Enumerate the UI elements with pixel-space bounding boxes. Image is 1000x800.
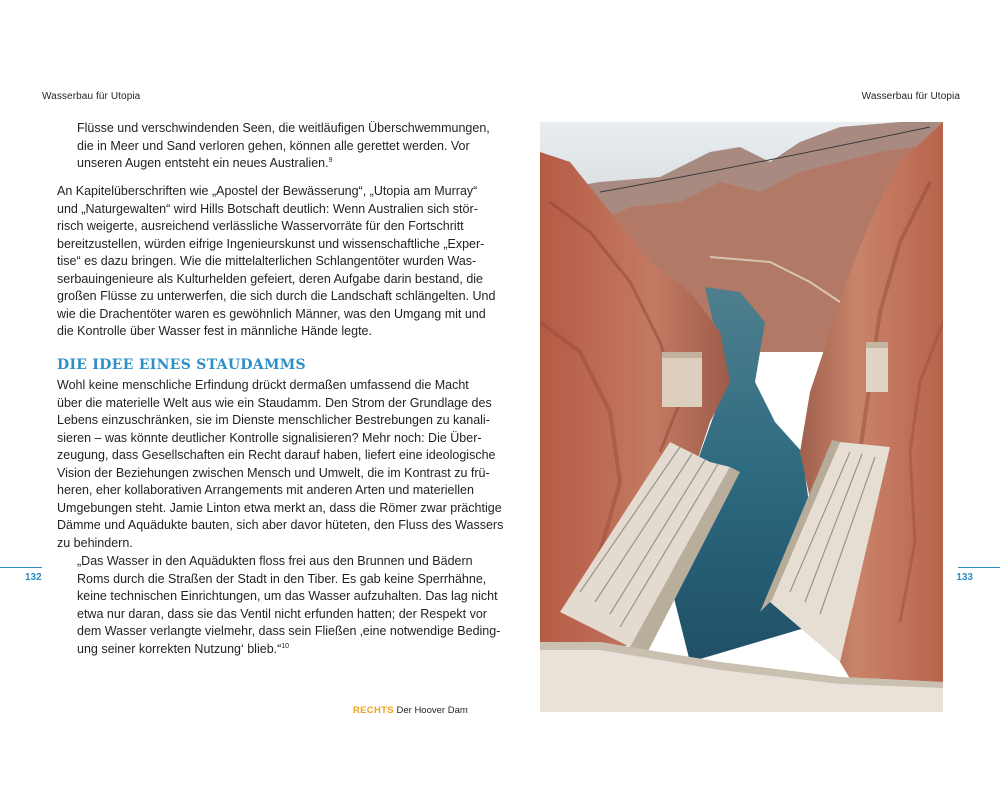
text-line: sieren – was könnte deutlicher Kontrolle signalisieren? Mehr noch: Die Über- <box>57 430 482 445</box>
block-quote-bottom <box>77 553 501 658</box>
text-line: die Kontrolle über Wasser fest in männliche Hände legte. <box>57 324 372 338</box>
text-line: großen Flüsse zu unterwerfen, die sich durch die Landschaft schlängelten. Und <box>57 289 496 303</box>
quote-line: die in Meer und Sand verloren gehen, können alle gerettet werden. Vor <box>77 138 470 153</box>
text-line: über die materielle Welt aus wie ein Staudamm. Den Strom der Grundlage des <box>57 395 492 410</box>
page-number-rule-right <box>958 567 1000 568</box>
block-quote-top <box>77 120 490 173</box>
text-line: An Kapitelüberschriften wie „Apostel der Bewässerung“, „Utopia am Murray“ <box>57 184 478 198</box>
text-line: Dämme und Aquädukte bauten, sich aber davor hüteten, den Fluss des Wassers <box>57 518 504 532</box>
quote-line: etwa nur daran, dass sie das Ventil nicht erfunden hatten; der Respekt vor <box>77 606 487 621</box>
text-line: Lebens einzuschränken, sie im Dienste menschlicher Bestrebungen zu kanali- <box>57 413 490 427</box>
paragraph-dam-idea <box>57 377 504 552</box>
text-line: wie die Drachentöter waren es gewöhnlich Männer, was den Umgang mit und <box>57 306 486 321</box>
running-head-right: Wasserbau für Utopia <box>861 91 960 102</box>
quote-line: dem Wasser verlangte vielmehr, dass sein Fließen ‚eine notwendige Beding- <box>77 624 501 638</box>
footnote-marker: 10 <box>281 642 290 650</box>
text-line: Wohl keine menschliche Erfindung drückt dermaßen umfassend die Macht <box>57 378 469 392</box>
page-number-right: 133 <box>956 572 973 583</box>
caption-label: RECHTS <box>353 705 394 716</box>
text-line: heren, eher kollaborativen Arrangements mit anderen Arten und materiellen <box>57 483 474 497</box>
quote-line: keine technischen Einrichtungen, um das Wasser aufzuhalten. Das lag nicht <box>77 589 498 603</box>
page-number-left: 132 <box>25 572 42 583</box>
quote-line: „Das Wasser in den Aquädukten floss frei aus den Brunnen und Bädern <box>77 554 473 568</box>
caption-text: Der Hoover Dam <box>393 705 468 716</box>
running-head-left: Wasserbau für Utopia <box>42 91 141 102</box>
quote-line: Flüsse und verschwindenden Seen, die weitläufigen Überschwemmungen, <box>77 121 490 135</box>
text-line: serbauingenieure als Kulturhelden gefeiert, deren Aufgabe darin bestand, die <box>57 271 484 286</box>
quote-line: Roms durch die Straßen der Stadt in den Tiber. Es gab keine Sperrhähne, <box>77 571 487 586</box>
text-line: risch weigerte, ausreichend verlässliche Wasservorräte für den Fortschritt <box>57 219 464 233</box>
footnote-marker: 9 <box>328 156 333 164</box>
quote-line: unseren Augen entsteht ein neues Australien.$^9$ <box>77 156 333 170</box>
section-heading: DIE IDEE EINES STAUDAMMS <box>57 357 306 373</box>
text-line: Umgebungen steht. Jamie Linton etwa merkt an, dass die Römer zwar prächtige <box>57 500 502 515</box>
intake-tower-left <box>662 352 702 407</box>
text-line: zu behindern. <box>57 535 133 550</box>
text-line: und „Naturgewalten“ wird Hills Botschaft deutlich: Wenn Australien sich stör- <box>57 201 478 216</box>
text-line: bereitzustellen, würden eifrige Ingenieurskunst und wissenschaftliche „Exper- <box>57 236 485 251</box>
text-line: zeugung, dass Gesellschaften ein Recht darauf haben, liefert eine ideologische <box>57 448 496 462</box>
intake-tower-right <box>866 342 888 392</box>
text-line: tise“ es dazu bringen. Wie die mittelalterlichen Schlangentöter wurden Was- <box>57 254 477 268</box>
quote-line: ung seiner korrekten Nutzung‘ blieb.“$^{10}$ <box>77 641 290 656</box>
page-number-rule-left <box>0 567 42 568</box>
paragraph-chapter-headings <box>57 183 496 341</box>
photo-caption <box>353 705 468 716</box>
hoover-dam-photo <box>540 122 943 712</box>
text-line: Vision der Beziehungen zwischen Mensch und Umwelt, die im Kontrast zu frü- <box>57 465 490 480</box>
